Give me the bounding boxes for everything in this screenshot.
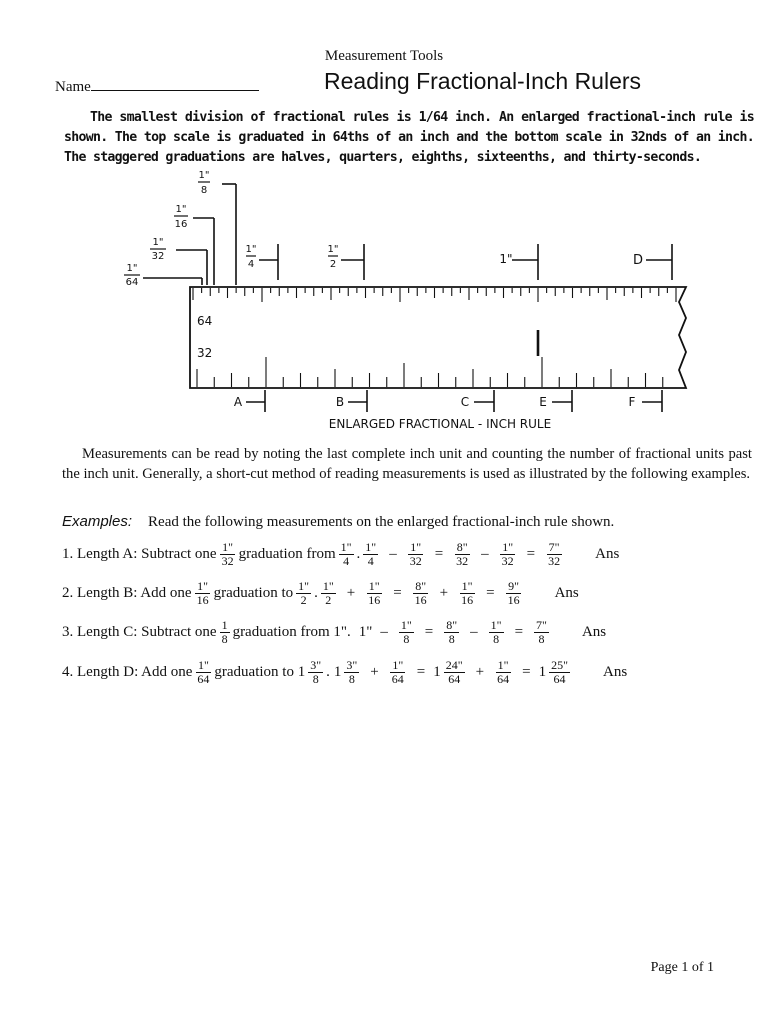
fraction — [489, 619, 504, 646]
denominator: 8 — [312, 671, 319, 686]
name-field — [55, 76, 259, 96]
fraction — [454, 541, 470, 568]
callout-quarter-num: 1" — [245, 244, 257, 255]
numerator: 8" — [446, 617, 458, 632]
fraction — [321, 580, 336, 607]
denominator: 8 — [221, 631, 228, 646]
fraction — [413, 580, 429, 607]
denominator: 8 — [448, 631, 455, 646]
denominator: 64 — [553, 671, 566, 686]
denominator: 16 — [368, 592, 381, 607]
denominator: 8 — [403, 631, 410, 646]
fraction — [220, 619, 230, 646]
label-a: A — [233, 395, 243, 409]
top-scale-label: 64 — [197, 314, 213, 328]
example-c-lead: 3. Length C: Subtract one — [62, 623, 217, 640]
ruler-caption: ENLARGED FRACTIONAL - INCH RULE — [328, 417, 552, 431]
example-d-mid: graduation to 1 — [214, 663, 306, 680]
fraction — [220, 541, 236, 568]
document-subtitle: Measurement Tools — [324, 48, 444, 64]
denominator: 16 — [507, 592, 520, 607]
fraction — [495, 659, 511, 686]
denominator: 8 — [493, 631, 500, 646]
answer-label: Ans — [595, 545, 620, 562]
fraction — [366, 580, 382, 607]
example-a-mid: graduation from — [238, 545, 336, 562]
fraction — [390, 659, 406, 686]
whole-inch: 1 — [333, 663, 342, 680]
label-b: B — [335, 395, 345, 409]
callout-thirty-second-num: 1" — [152, 237, 164, 248]
numerator: 1" — [365, 539, 377, 554]
denominator: 8 — [348, 671, 355, 686]
numerator: 1" — [461, 578, 473, 593]
fraction — [344, 659, 359, 686]
numerator: 1" — [410, 539, 422, 554]
callout-d-label: D — [632, 253, 644, 268]
fraction — [444, 619, 459, 646]
method-text: Measurements can be read by noting the last complete inch unit and counting the number of fractional units past the inch unit. Generally, a short-cut method of reading measurements is used as illustrated by the following examples. — [62, 446, 752, 482]
page-title: Reading Fractional-Inch Rulers — [324, 68, 642, 94]
numerator: 24" — [445, 657, 463, 672]
name-blank-line — [91, 76, 259, 91]
example-length-d: 4. Length D: Add one $\frac{1"}{64}$ graduation to 1 $\frac{3"}{8}$ . 1 $\frac{3"}{8}$ + $\frac{1"}{64}$ = 1 $\frac{24"}{64}$ + $\frac{1"}{64}$ = 1 $\frac{25"}{64}$ Ans — [62, 657, 628, 686]
fraction — [444, 659, 465, 686]
examples-heading — [62, 513, 614, 531]
label-c: C — [460, 395, 470, 409]
fraction — [546, 541, 562, 568]
fraction — [195, 659, 211, 686]
numerator: 1" — [340, 539, 352, 554]
denominator: 64 — [197, 671, 210, 686]
fraction — [534, 619, 549, 646]
label-f: F — [628, 395, 636, 409]
examples-label: Examples: — [62, 513, 133, 530]
page-number: Page 1 of 1 — [650, 960, 714, 975]
intro-paragraph — [64, 108, 754, 168]
numerator: 1" — [368, 578, 380, 593]
fraction — [195, 580, 211, 607]
numerator: 8" — [415, 578, 427, 593]
denominator: 4 — [343, 553, 350, 568]
denominator: 32 — [221, 553, 234, 568]
callout-half-den: 2 — [329, 259, 337, 270]
denominator: 16 — [414, 592, 427, 607]
example-c-mid: graduation from 1". — [232, 623, 351, 640]
example-length-c: 3. Length C: Subtract one $\frac{1}{8}$ graduation from 1". 1" – $\frac{1"}{8}$ = $\frac{8"}{8}$ – $\frac{1"}{8}$ = $\frac{7"}{8}$ Ans — [62, 617, 607, 646]
denominator: 32 — [409, 553, 422, 568]
example-a-lead: 1. Length A: Subtract one — [62, 545, 217, 562]
callout-sixteenth-den: 16 — [174, 219, 188, 230]
intro-text: The smallest division of fractional rules is 1/64 inch. An enlarged fractional-inch rule is shown. The top scale is graduated in 64ths of an inch and the bottom scale in 32nds of an inch. The staggered graduations are halves, quarters, eighths, sixteenths, and thirty-seconds. — [64, 110, 754, 165]
numerator: 3" — [346, 657, 358, 672]
callout-eighth-den: 8 — [200, 185, 208, 196]
ruler-figure — [0, 170, 768, 440]
method-paragraph — [62, 444, 752, 484]
callout-sixty-fourth-den: 64 — [125, 277, 139, 288]
whole-inch: 1" — [358, 623, 373, 640]
fraction — [363, 541, 378, 568]
callout-eighth-num: 1" — [198, 170, 210, 181]
numerator: 1" — [497, 657, 509, 672]
example-length-a: 1. Length A: Subtract one $\frac{1"}{32}$ graduation from $\frac{1"}{4}$ . $\frac{1"}{4}$ – $\frac{1"}{32}$ = $\frac{8"}{32}$ – $\frac{1"}{32}$ = $\frac{7"}{32}$ Ans — [62, 539, 620, 568]
numerator: 25" — [551, 657, 568, 672]
fraction — [506, 580, 522, 607]
numerator: 1" — [222, 539, 234, 554]
denominator: 64 — [448, 671, 461, 686]
fraction — [308, 659, 323, 686]
fraction — [408, 541, 424, 568]
answer-label: Ans — [554, 584, 579, 601]
example-d-lead: 4. Length D: Add one — [62, 663, 193, 680]
numerator: 1 — [221, 617, 228, 632]
callout-sixteenth-num: 1" — [175, 204, 187, 215]
denominator: 16 — [196, 592, 209, 607]
denominator: 64 — [497, 671, 510, 686]
numerator: 1" — [298, 578, 310, 593]
numerator: 1" — [197, 578, 209, 593]
denominator: 8 — [538, 631, 545, 646]
callout-quarter-den: 4 — [247, 259, 255, 270]
numerator: 1" — [392, 657, 404, 672]
numerator: 3" — [310, 657, 322, 672]
callout-inch: 1" — [499, 252, 513, 266]
numerator: 8" — [456, 539, 468, 554]
example-b-mid: graduation to — [213, 584, 294, 601]
numerator: 9" — [508, 578, 520, 593]
fraction — [500, 541, 516, 568]
numerator: 1" — [400, 617, 412, 632]
name-label: Name — [55, 79, 91, 95]
example-b-lead: 2. Length B: Add one — [62, 584, 192, 601]
fraction — [296, 580, 311, 607]
answer-label: Ans — [602, 663, 628, 680]
fraction — [459, 580, 475, 607]
fraction — [399, 619, 414, 646]
numerator: 1" — [197, 657, 209, 672]
denominator: 32 — [456, 553, 469, 568]
numerator: 7" — [536, 617, 547, 632]
denominator: 32 — [501, 553, 514, 568]
denominator: 32 — [548, 553, 561, 568]
numerator: 1" — [490, 617, 502, 632]
bottom-scale-label: 32 — [197, 346, 213, 360]
numerator: 1" — [322, 578, 334, 593]
numerator: 7" — [548, 539, 560, 554]
callout-thirty-second-den: 32 — [151, 251, 165, 262]
denominator: 4 — [367, 553, 374, 568]
callout-sixty-fourth-num: 1" — [126, 263, 138, 274]
fraction — [549, 659, 570, 686]
numerator: 1" — [502, 539, 514, 554]
denominator: 2 — [300, 592, 307, 607]
callout-half-num: 1" — [327, 244, 339, 255]
denominator: 64 — [391, 671, 404, 686]
denominator: 16 — [461, 592, 474, 607]
denominator: 2 — [325, 592, 332, 607]
label-e: E — [539, 395, 547, 409]
answer-label: Ans — [581, 623, 607, 640]
ruler-body — [190, 287, 686, 388]
fraction — [339, 541, 354, 568]
whole-inch: 1 — [433, 663, 441, 680]
whole-inch: 1 — [538, 663, 547, 680]
examples-instruction: Read the following measurements on the enlarged fractional-inch rule shown. — [148, 514, 615, 530]
example-length-b: 2. Length B: Add one $\frac{1"}{16}$ graduation to $\frac{1"}{2}$ . $\frac{1"}{2}$ + $\frac{1"}{16}$ = $\frac{8"}{16}$ + $\frac{1"}{16}$ = $\frac{9"}{16}$ Ans — [62, 578, 579, 607]
